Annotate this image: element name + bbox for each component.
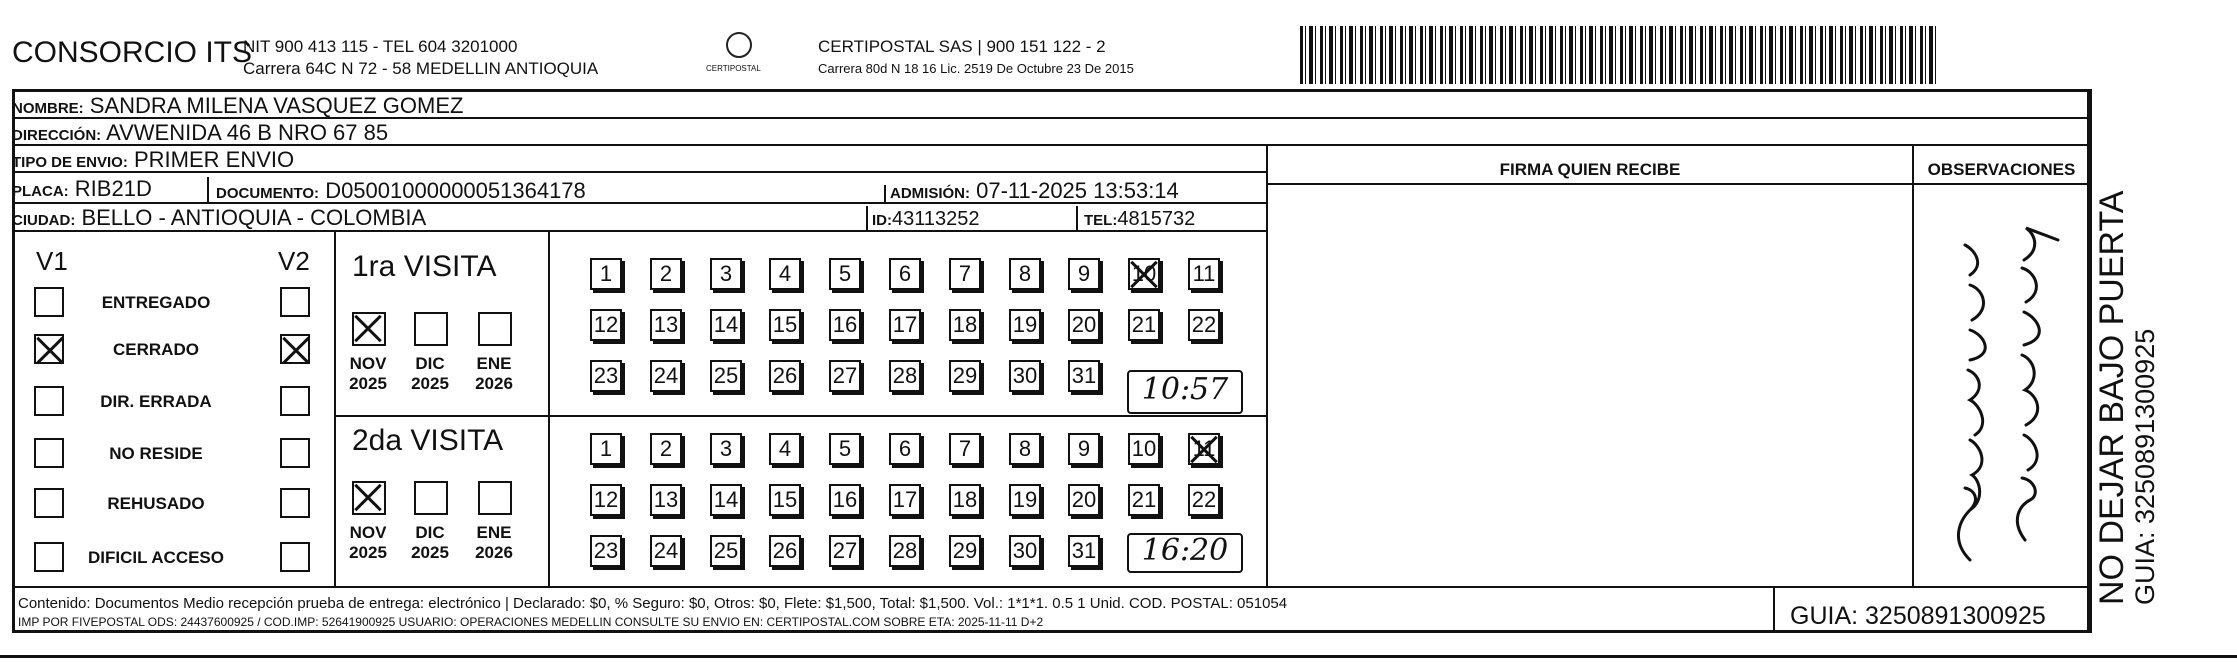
visit2-days-day-10: 10 (1128, 433, 1160, 465)
visit2-days-day-2: 2 (650, 433, 682, 465)
v2-checkbox-dir-errada (280, 386, 310, 416)
company-name: CONSORCIO ITS (12, 36, 253, 69)
visit1-months-label-ene: ENE 2026 (475, 354, 513, 393)
documento-value: D05001000000051364178 (325, 178, 586, 203)
admision-cell (890, 177, 1179, 207)
visit1-days-day-28: 28 (889, 360, 921, 392)
visit1-days-day-4: 4 (769, 258, 801, 290)
status-label-entregado: ENTREGADO (101, 293, 211, 312)
visit-separator (334, 415, 1266, 417)
company-info (243, 36, 598, 80)
placa-divider (207, 177, 209, 202)
company-address: Carrera 64C N 72 - 58 MEDELLIN ANTIOQUIA (243, 59, 599, 78)
carrier-license: Carrera 80d N 18 16 Lic. 2519 De Octubre 23 De 2015 (818, 61, 1134, 76)
visit1-days-day-19: 19 (1009, 309, 1041, 341)
handwritten-signature (1940, 220, 2080, 570)
visit2-days-day-12: 12 (590, 484, 622, 516)
tipo-label: TIPO DE ENVIO: (12, 154, 128, 171)
visit2-days-day-23: 23 (590, 535, 622, 567)
visit1-days-day-17: 17 (889, 309, 921, 341)
id-label: ID: (872, 212, 892, 229)
v2-checkbox-dificil-acceso (280, 542, 310, 572)
visit1-days-day-15: 15 (769, 309, 801, 341)
side-guia: GUIA: 3250891300925 (2130, 328, 2160, 605)
visit2-days-day-31: 31 (1068, 535, 1100, 567)
visit2-days-day-9: 9 (1068, 433, 1100, 465)
admision-divider (884, 185, 886, 204)
firma-header: FIRMA QUIEN RECIBE (1499, 160, 1681, 179)
visit1-months-box-nov (352, 312, 386, 346)
visit1-days-day-1: 1 (590, 258, 622, 290)
carrier-line: CERTIPOSTAL SAS | 900 151 122 - 2 (818, 37, 1106, 56)
visit2-days-day-18: 18 (949, 484, 981, 516)
observaciones-header: OBSERVACIONES (1927, 160, 2076, 179)
id-cell (872, 206, 980, 234)
visit1-days-day-5: 5 (829, 258, 861, 290)
visit2-days-day-1: 1 (590, 433, 622, 465)
nombre-label: NOMBRE: (12, 100, 84, 117)
v1-checkbox-dir-errada (34, 386, 64, 416)
visit1-days-day-27: 27 (829, 360, 861, 392)
nombre-value: SANDRA MILENA VASQUEZ GOMEZ (89, 93, 464, 118)
footer-top-rule (12, 586, 2089, 588)
visit1-days-day-21: 21 (1128, 309, 1160, 341)
v2-checkbox-cerrado (280, 334, 310, 364)
footer-divider (1773, 586, 1775, 632)
v1-checkbox-dificil-acceso (34, 542, 64, 572)
placa-value: RIB21D (74, 176, 152, 201)
visit1-days-day-16: 16 (829, 309, 861, 341)
visit1-days-day-26: 26 (769, 360, 801, 392)
visit2-days-day-14: 14 (710, 484, 742, 516)
v1-checkbox-no-reside (34, 438, 64, 468)
visit1-months-label-dic: DIC 2025 (411, 354, 449, 393)
visit2-days-day-26: 26 (769, 535, 801, 567)
visit2-days-day-13: 13 (650, 484, 682, 516)
visit2-days-day-15: 15 (769, 484, 801, 516)
visit2-days-day-24: 24 (650, 535, 682, 567)
id-divider (866, 206, 868, 230)
footer-print-line: IMP POR FIVEPOSTAL ODS: 24437600925 / COD.IMP: 52641900925 USUARIO: OPERACIONES MEDELLIN CONSULTE SU ENVIO EN: CERTIPOSTAL.COM SOBRE ETA: 2025-11-11 D+2 (18, 615, 1044, 629)
side-notice-title: NO DEJAR BAJO PUERTA (2093, 190, 2131, 605)
visit2-days-day-3: 3 (710, 433, 742, 465)
visit1-days-day-23: 23 (590, 360, 622, 392)
visit2-days-day-27: 27 (829, 535, 861, 567)
visit2-days-day-29: 29 (949, 535, 981, 567)
visit1-days-day-29: 29 (949, 360, 981, 392)
visit1-days-day-12: 12 (590, 309, 622, 341)
visit2-days-day-22: 22 (1188, 484, 1220, 516)
firma-left-border (1266, 146, 1268, 586)
visit2-days-day-7: 7 (949, 433, 981, 465)
row-nombre (12, 92, 2089, 119)
v1-checkbox-cerrado (34, 334, 64, 364)
visit2-days-day-4: 4 (769, 433, 801, 465)
visit1-days-day-18: 18 (949, 309, 981, 341)
row-direccion (12, 119, 2089, 146)
visit1-days-day-25: 25 (710, 360, 742, 392)
visit1-days-day-3: 3 (710, 258, 742, 290)
visit1-days-day-30: 30 (1009, 360, 1041, 392)
visit1-days-day-31: 31 (1068, 360, 1100, 392)
visit2-months-label-ene: ENE 2026 (475, 523, 513, 562)
row-tipo (12, 146, 1267, 173)
firma-header-rule (1266, 183, 2090, 185)
visit1-days-day-14: 14 (710, 309, 742, 341)
tipo-value: PRIMER ENVIO (133, 147, 295, 172)
visit1-days-day-8: 8 (1009, 258, 1041, 290)
visit1-time: 10:57 (1127, 370, 1243, 414)
admision-label: ADMISIÓN: (890, 185, 970, 202)
visit1-months-box-ene (478, 312, 512, 346)
direccion-label: DIRECCIÓN: (12, 127, 102, 144)
id-value: 43113252 (892, 208, 980, 230)
visit2-days-day-11: 11 (1188, 433, 1220, 465)
visit1-months-label-nov: NOV 2025 (349, 354, 387, 393)
visit2-days-day-5: 5 (829, 433, 861, 465)
visit1-days-day-22: 22 (1188, 309, 1220, 341)
row-ciudad (12, 204, 1267, 232)
v2-checkbox-rehusado (280, 488, 310, 518)
visit1-days-day-2: 2 (650, 258, 682, 290)
v2-checkbox-entregado (280, 287, 310, 317)
visit1-days-day-6: 6 (889, 258, 921, 290)
visit1-days-day-7: 7 (949, 258, 981, 290)
visit1-days-day-13: 13 (650, 309, 682, 341)
barcode (1300, 26, 1936, 84)
visit2-days-day-20: 20 (1068, 484, 1100, 516)
visit2-months-label-nov: NOV 2025 (349, 523, 387, 562)
visit1-title: 1ra VISITA (352, 250, 497, 283)
bottom-rule (0, 655, 2237, 658)
visit2-days-day-30: 30 (1009, 535, 1041, 567)
v1-checkbox-entregado (34, 287, 64, 317)
documento-label: DOCUMENTO: (216, 185, 320, 202)
ciudad-value: BELLO - ANTIOQUIA - COLOMBIA (81, 205, 427, 230)
visit2-months-box-ene (478, 481, 512, 515)
v2-checkbox-no-reside (280, 438, 310, 468)
obs-left-border (1912, 146, 1914, 586)
status-label-no-reside: NO RESIDE (109, 444, 203, 463)
side-notice (2094, 191, 2160, 605)
visit2-time: 16:20 (1127, 533, 1243, 573)
visit1-days-day-20: 20 (1068, 309, 1100, 341)
visit2-days-day-8: 8 (1009, 433, 1041, 465)
visit1-days-day-24: 24 (650, 360, 682, 392)
status-label-dir-errada: DIR. ERRADA (100, 392, 212, 411)
visit1-days-day-9: 9 (1068, 258, 1100, 290)
visit2-days-day-16: 16 (829, 484, 861, 516)
visit2-days-day-6: 6 (889, 433, 921, 465)
visit2-days-day-17: 17 (889, 484, 921, 516)
visit1-months-box-dic (414, 312, 448, 346)
placa-label: PLACA: (12, 183, 69, 200)
frame-right-edge (2089, 89, 2092, 633)
visit2-months-label-dic: DIC 2025 (411, 523, 449, 562)
status-label-cerrado: CERRADO (113, 340, 199, 359)
tel-cell (1084, 206, 1195, 234)
certipostal-logo (706, 30, 774, 80)
visit2-days-day-25: 25 (710, 535, 742, 567)
visit2-months-box-dic (414, 481, 448, 515)
logo-text: CERTIPOSTAL (706, 64, 761, 73)
direccion-value: AVWENIDA 46 B NRO 67 85 (106, 120, 389, 145)
footer-guia: GUIA: 3250891300925 (1790, 602, 2046, 630)
visit2-days-day-21: 21 (1128, 484, 1160, 516)
documento-cell (216, 177, 586, 207)
visit2-title: 2da VISITA (352, 424, 504, 457)
footer-content-line: Contenido: Documentos Medio recepción prueba de entrega: electrónico | Declarado: $0, % Seguro: $0, Otros: $0, Flete: $1,500, Total: $1,500. Vol.: 1*1*1. 0.5 1 Unid. COD. POSTAL: 051054 (18, 595, 1288, 612)
visit-right-border (548, 232, 550, 586)
v2-header: V2 (278, 246, 310, 276)
tel-label: TEL: (1084, 212, 1118, 229)
visit2-months-box-nov (352, 481, 386, 515)
v1-checkbox-rehusado (34, 488, 64, 518)
tel-value: 4815732 (1117, 208, 1196, 230)
status-right-border (334, 232, 336, 586)
footer-text (18, 594, 1287, 632)
visit2-days-day-19: 19 (1009, 484, 1041, 516)
admision-value: 07-11-2025 13:53:14 (976, 178, 1179, 203)
tel-divider (1076, 206, 1078, 230)
v1-header: V1 (36, 246, 68, 276)
visit2-days-day-28: 28 (889, 535, 921, 567)
status-label-dificil-acceso: DIFICIL ACCESO (87, 548, 224, 567)
logo-seal-icon (726, 32, 752, 58)
status-label-rehusado: REHUSADO (107, 494, 205, 513)
visit1-days-day-10: 10 (1128, 258, 1160, 290)
carrier-info (818, 36, 1134, 80)
visit1-days-day-11: 11 (1188, 258, 1220, 290)
ciudad-label: CIUDAD: (12, 212, 76, 229)
nit-line: NIT 900 413 115 - TEL 604 3201000 (243, 37, 518, 56)
